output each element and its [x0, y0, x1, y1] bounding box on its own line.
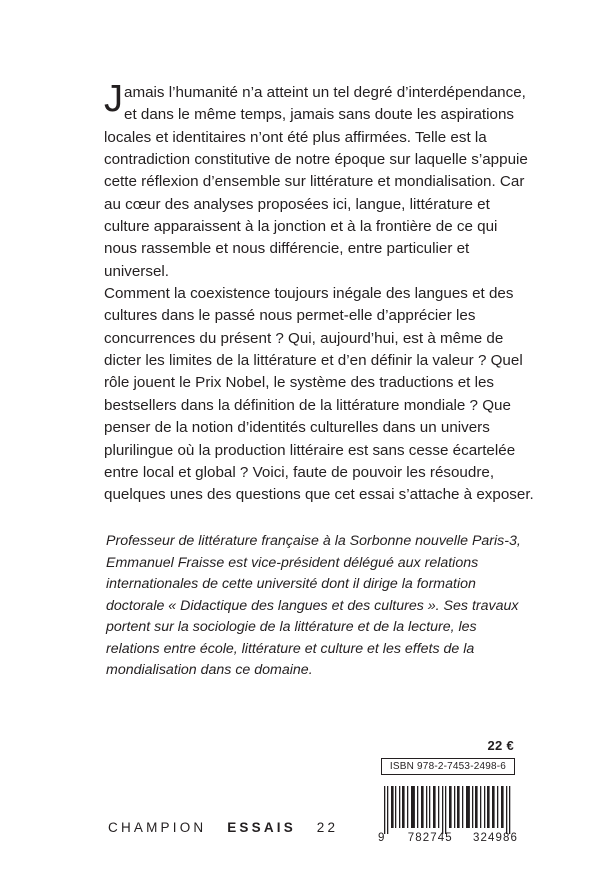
barcode-lead-digit: 9 [378, 832, 386, 844]
author-bio [106, 531, 534, 682]
price-label: 22 € [487, 738, 514, 753]
barcode-bars-icon [378, 786, 518, 834]
publisher-name: CHAMPION [108, 820, 207, 835]
series-number: 22 [316, 820, 339, 835]
drop-cap-letter: J [104, 78, 123, 120]
series-name: ESSAIS [227, 820, 296, 835]
author-bio-text: Professeur de littérature française à la Sorbonne nouvelle Paris-3, Emmanuel Fraisse est vice-président délégué aux relations internationales de cette université dont il dirige la formation doctorale « Didactique des langues et des cultures ». Ses travaux portent sur la sociologie de la littérature et de la lecture, les relations entre école, littérature et culture et les effets de la mondialisation dans ce domaine. [106, 533, 521, 679]
barcode-digits-left: 782745 [407, 832, 453, 844]
blurb-paragraph-1 [104, 78, 534, 283]
isbn-box: ISBN 978-2-7453-2498-6 [381, 758, 515, 775]
barcode [378, 786, 518, 848]
blurb-paragraph-1-text: amais l’humanité n’a atteint un tel degré d’interdépendance, et dans le même temps, jamais sans doute les aspirations locales et identitaires n’ont été plus affirmées. Telle est la contradiction constitutive de notre époque sur laquelle s’appuie cette réflexion d’ensemble sur littérature et mondialisation. Car au cœur des analyses proposées ici, langue, littérature et culture apparaissent à la jonction et à la frontière de ce qui nous rassemble et nous différencie, entre particulier et universel. [104, 84, 528, 280]
book-blurb [104, 78, 534, 507]
barcode-digits [378, 832, 518, 844]
barcode-digits-right: 324986 [473, 832, 518, 844]
blurb-paragraph-2: Comment la coexistence toujours inégale des langues et des cultures dans le passé nous permet-elle d’apprécier les concurrences du présent ? Qui, aujourd’hui, est à même de dicter les limites de la littérature et d’en définir la valeur ? Quel rôle jouent le Prix Nobel, le système des traductions et les bestsellers dans la définition de la littérature mondiale ? Que penser de la notion d’identités culturelles dans un univers plurilingue où la production littéraire est sans cesse écartelée entre local et global ? Voici, faute de pouvoir les résoudre, quelques unes des questions que cet essai s’attache à exposer. [104, 285, 534, 504]
collection-line [108, 820, 338, 835]
